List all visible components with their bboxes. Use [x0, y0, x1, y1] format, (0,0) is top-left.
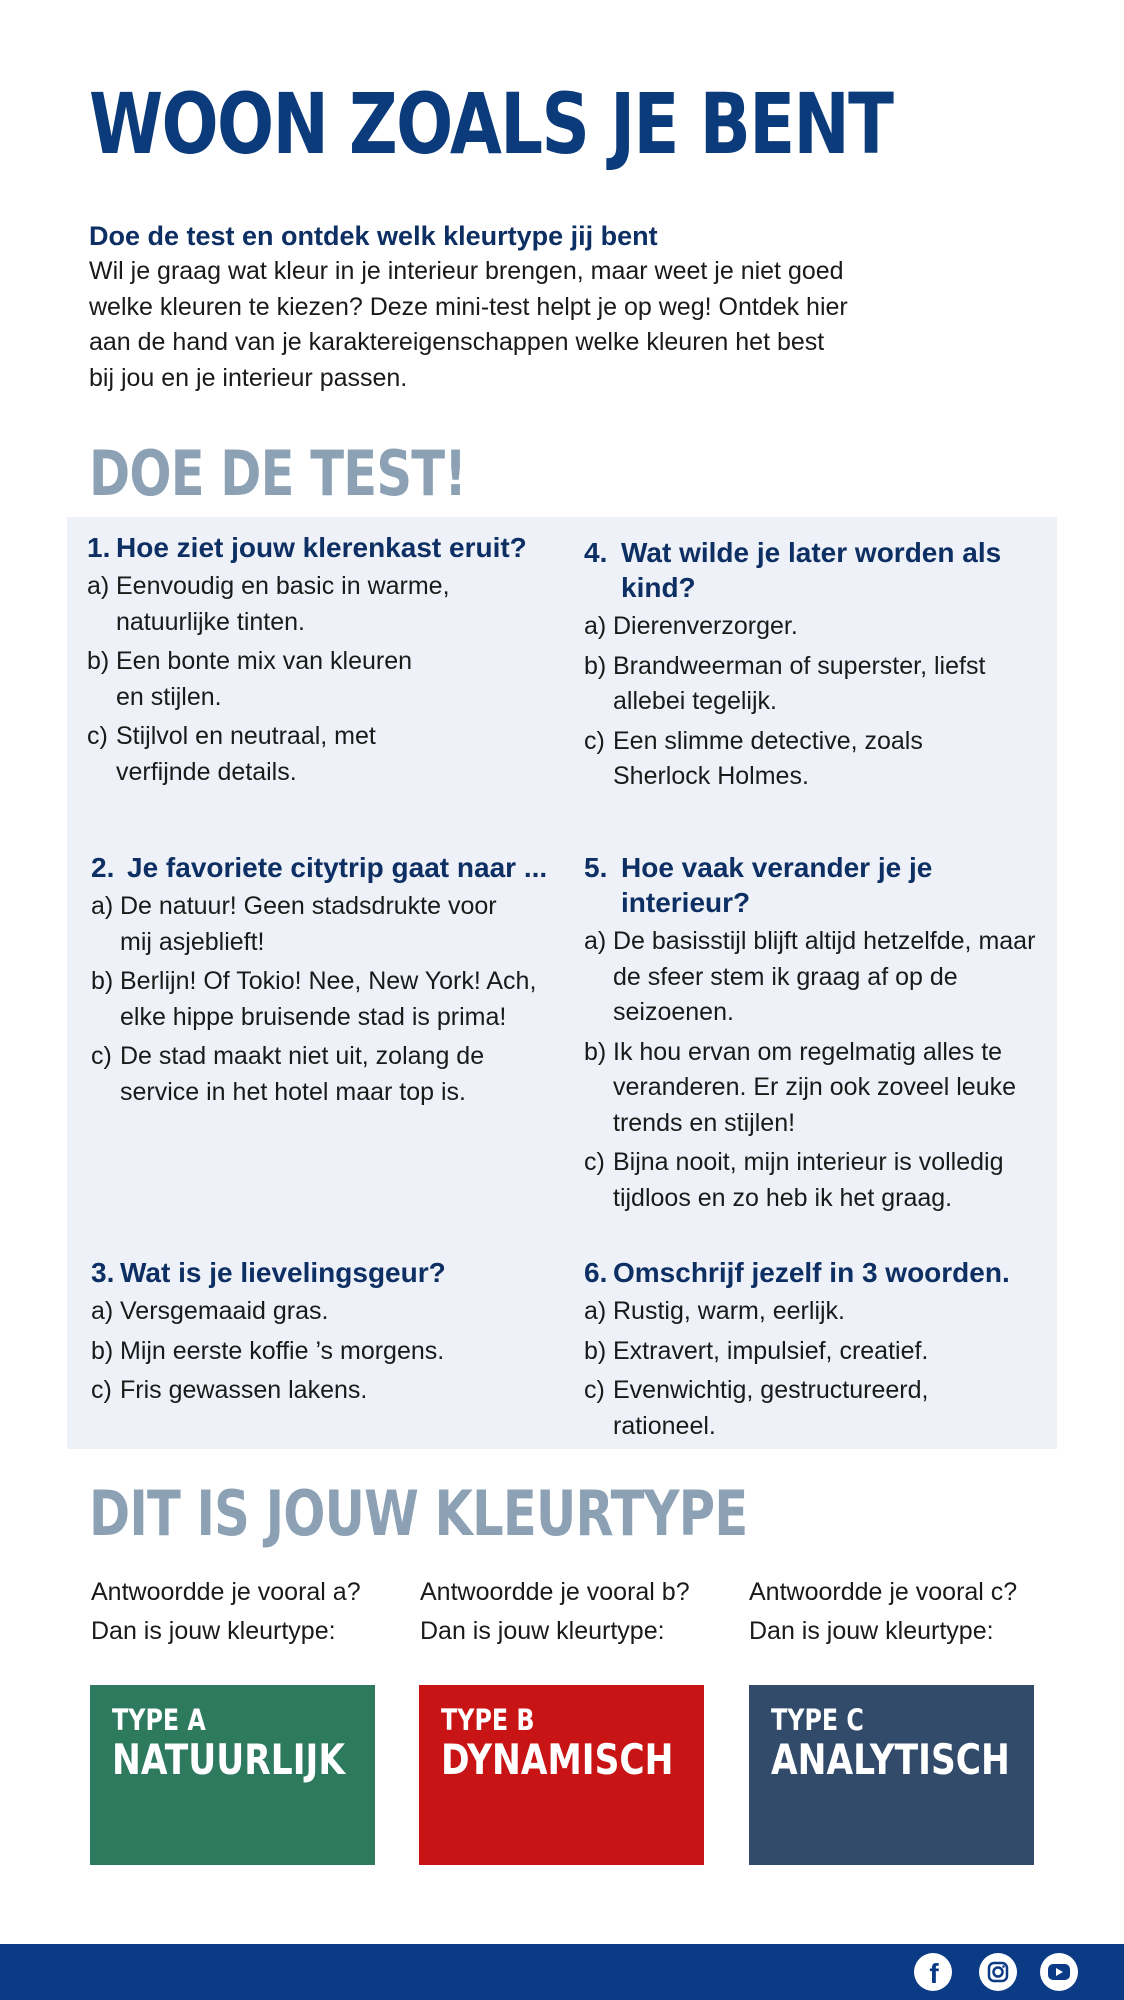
- answer-a: [584, 924, 1053, 1031]
- answer-letter: a): [87, 572, 110, 600]
- question-6-title: [584, 1255, 1054, 1290]
- answer-a: [584, 1294, 1053, 1330]
- answer-text: Versgemaaid gras.: [120, 1297, 329, 1325]
- type-label: TYPE A: [112, 1703, 206, 1737]
- svg-text:f: f: [929, 1958, 939, 1989]
- type-b-card: [419, 1685, 704, 1865]
- question-5-title: [584, 850, 1054, 920]
- answer-c: [584, 724, 923, 795]
- answer-text: Dierenverzorger.: [613, 612, 798, 640]
- question-text: Hoe ziet jouw klerenkast eruit?: [116, 532, 527, 563]
- answer-text: Eenvoudig en basic in warme, natuurlijke tinten.: [116, 572, 450, 636]
- answer-letter: c): [91, 1376, 112, 1404]
- type-c-card: [749, 1685, 1034, 1865]
- answer-letter: b): [584, 1037, 607, 1066]
- intro-heading: Doe de test en ontdek welk kleurtype jij bent: [89, 221, 658, 251]
- answer-b: [584, 1334, 1053, 1370]
- answer-letter: a): [584, 612, 607, 640]
- answer-a: [91, 889, 510, 960]
- type-name: DYNAMISCH: [441, 1735, 674, 1784]
- answer-text: De natuur! Geen stadsdrukte voor mij asjeblieft!: [120, 892, 497, 956]
- answer-letter: c): [584, 1148, 605, 1176]
- question-1-title: [87, 530, 557, 565]
- question-text: Hoe vaak verander je je interieur?: [621, 852, 933, 918]
- result-intro-b: [420, 1573, 720, 1651]
- result-subline: Dan is jouw kleurtype:: [91, 1617, 336, 1645]
- result-subline: Dan is jouw kleurtype:: [749, 1617, 994, 1645]
- question-number: 2.: [91, 852, 115, 883]
- answer-letter: c): [584, 726, 605, 755]
- type-a-card: [90, 1685, 375, 1865]
- question-number: 5.: [584, 852, 608, 883]
- question-4: [584, 535, 1054, 799]
- answer-b: [584, 1035, 1068, 1142]
- answer-letter: a): [584, 927, 607, 955]
- question-2-title: [91, 850, 561, 885]
- question-number: 1.: [87, 532, 111, 563]
- question-6: [584, 1255, 1054, 1448]
- question-2: [91, 850, 561, 1114]
- answer-letter: a): [91, 1297, 114, 1325]
- result-intro-a: [91, 1573, 391, 1651]
- answer-text: Ik hou ervan om regelmatig alles te veranderen. Er zijn ook zoveel leuke trends en stijlen!: [613, 1037, 1017, 1137]
- answer-text: Een slimme detective, zoals Sherlock Holmes.: [613, 726, 923, 790]
- type-label: TYPE B: [441, 1703, 535, 1737]
- result-intro-c: [749, 1573, 1049, 1651]
- type-name: ANALYTISCH: [771, 1735, 1010, 1784]
- answer-c: [584, 1373, 1003, 1444]
- answer-letter: b): [584, 651, 607, 680]
- intro-text: Wil je graag wat kleur in je interieur brengen, maar weet je niet goed welke kleuren te kiezen? Deze mini-test helpt je op weg! Ontdek hier aan de hand van je karaktereigenschappen welke kleuren het best bij jou en je interieur passen.: [89, 257, 848, 392]
- answer-a: [87, 569, 496, 640]
- type-name: NATUURLIJK: [112, 1735, 346, 1784]
- answer-a: [584, 609, 1053, 645]
- question-text: Omschrijf jezelf in 3 woorden.: [613, 1257, 1010, 1288]
- instagram-icon[interactable]: [979, 1953, 1017, 1991]
- question-3-title: [91, 1255, 561, 1290]
- facebook-icon[interactable]: [914, 1953, 952, 1991]
- answer-text: De stad maakt niet uit, zolang de service in het hotel maar top is.: [120, 1042, 485, 1106]
- youtube-icon[interactable]: [1040, 1953, 1078, 1991]
- answer-text: Een bonte mix van kleuren en stijlen.: [116, 647, 413, 711]
- question-number: 6.: [584, 1257, 608, 1288]
- result-question: Antwoordde je vooral c?: [749, 1578, 1018, 1606]
- answer-text: Berlijn! Of Tokio! Nee, New York! Ach, elke hippe bruisende stad is prima!: [120, 967, 537, 1031]
- footer-bar: [0, 1944, 1124, 2000]
- answer-text: Extravert, impulsief, creatief.: [613, 1336, 929, 1365]
- page-title: WOON ZOALS JE BENT: [89, 75, 893, 173]
- question-4-title: [584, 535, 1054, 605]
- answer-text: Bijna nooit, mijn interieur is volledig tijdloos en zo heb ik het graag.: [613, 1148, 1004, 1212]
- answer-a: [91, 1294, 560, 1330]
- intro-section: [89, 218, 849, 396]
- answer-b: [87, 644, 416, 715]
- answer-letter: b): [91, 1336, 114, 1365]
- answer-letter: a): [584, 1297, 607, 1325]
- answer-text: Evenwichtig, gestructureerd, rationeel.: [613, 1376, 929, 1440]
- question-text: Wat is je lievelingsgeur?: [120, 1257, 446, 1288]
- question-5: [584, 850, 1054, 1220]
- answer-c: [584, 1145, 1068, 1216]
- question-3: [91, 1255, 561, 1413]
- answer-c: [87, 719, 416, 790]
- answer-c: [91, 1039, 560, 1110]
- answer-text: Fris gewassen lakens.: [120, 1376, 368, 1404]
- result-subline: Dan is jouw kleurtype:: [420, 1617, 665, 1645]
- answer-text: Mijn eerste koffie ’s morgens.: [120, 1336, 445, 1365]
- answer-text: Rustig, warm, eerlijk.: [613, 1297, 845, 1325]
- answer-letter: b): [91, 967, 114, 995]
- answer-letter: c): [87, 722, 108, 750]
- answer-text: Brandweerman of superster, liefst allebei tegelijk.: [613, 651, 986, 715]
- question-number: 4.: [584, 537, 608, 568]
- answer-letter: b): [87, 647, 110, 675]
- question-1: [87, 530, 557, 794]
- results-title: DIT IS JOUW KLEURTYPE: [89, 1477, 748, 1550]
- test-title: DOE DE TEST!: [89, 437, 467, 510]
- answer-b: [91, 1334, 560, 1370]
- answer-letter: a): [91, 892, 114, 920]
- question-text: Wat wilde je later worden als kind?: [621, 537, 1002, 603]
- question-text: Je favoriete citytrip gaat naar ...: [127, 852, 548, 883]
- answer-text: Stijlvol en neutraal, met verfijnde details.: [116, 722, 376, 786]
- answer-c: [91, 1373, 560, 1409]
- answer-letter: c): [584, 1376, 605, 1404]
- answer-b: [91, 964, 550, 1035]
- answer-letter: c): [91, 1042, 112, 1070]
- result-question: Antwoordde je vooral a?: [91, 1578, 361, 1606]
- answer-b: [584, 649, 1003, 720]
- result-question: Antwoordde je vooral b?: [420, 1578, 690, 1606]
- type-label: TYPE C: [771, 1703, 864, 1737]
- question-number: 3.: [91, 1257, 115, 1288]
- answer-letter: b): [584, 1336, 607, 1365]
- answer-text: De basisstijl blijft altijd hetzelfde, maar de sfeer stem ik graag af op de seizoenen.: [613, 927, 1036, 1026]
